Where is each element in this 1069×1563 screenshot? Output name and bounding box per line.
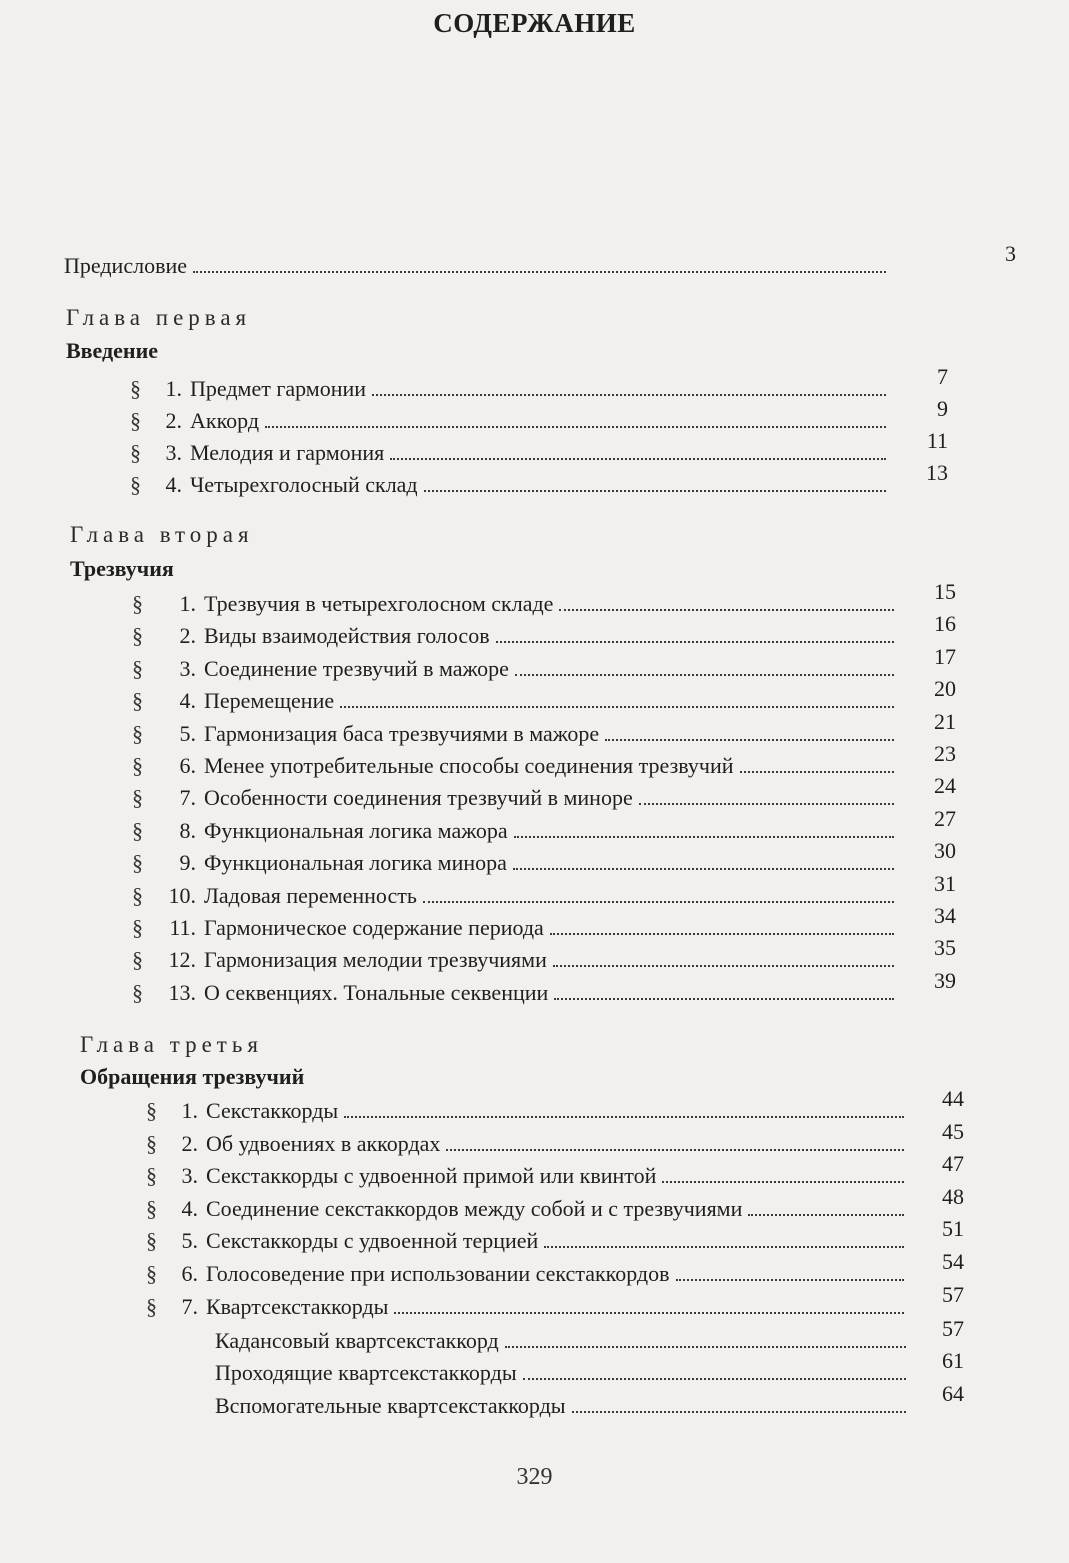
toc-entry[interactable] bbox=[146, 1119, 964, 1157]
entry-number: 4. bbox=[165, 472, 182, 497]
dot-leader bbox=[496, 640, 894, 643]
entry-page-number: 3 bbox=[1005, 241, 1016, 266]
dot-leader bbox=[423, 900, 894, 903]
section-sign: § bbox=[132, 688, 143, 713]
entry-number: 3. bbox=[165, 440, 182, 465]
entry-page-number: 23 bbox=[934, 741, 956, 766]
entry-page-number: 11 bbox=[926, 428, 948, 453]
entry-number: 1. bbox=[181, 1098, 198, 1123]
entry-title: Гармонизация баса трезвучиями в мажоре bbox=[204, 721, 600, 746]
entry-title: Мелодия и гармония bbox=[190, 440, 385, 465]
section-sign: § bbox=[146, 1228, 157, 1253]
entry-title: Функциональная логика минора bbox=[204, 850, 507, 875]
entry-title: Кадансовый квартсекстаккорд bbox=[215, 1328, 499, 1353]
entry-number: 1. bbox=[165, 376, 182, 401]
toc-subentry[interactable] bbox=[215, 1348, 964, 1386]
toc-entry[interactable] bbox=[146, 1282, 964, 1320]
chapter-name[interactable]: Введение bbox=[66, 338, 159, 363]
section-sign: § bbox=[146, 1163, 157, 1188]
chapter-label: Глава первая bbox=[66, 305, 252, 330]
entry-title: Ладовая переменность bbox=[204, 883, 417, 908]
entry-number: 7. bbox=[179, 785, 196, 810]
chapter-label: Глава вторая bbox=[70, 522, 254, 547]
dot-leader bbox=[515, 673, 894, 676]
entry-title: Предисловие bbox=[64, 253, 187, 278]
entry-title: Виды взаимодействия голосов bbox=[204, 623, 490, 648]
entry-number: 2. bbox=[165, 408, 182, 433]
dot-leader bbox=[193, 270, 886, 273]
entry-page-number: 51 bbox=[942, 1216, 964, 1241]
dot-leader bbox=[372, 393, 886, 396]
entry-page-number: 35 bbox=[934, 935, 956, 960]
entry-title: Секстаккорды с удвоенной примой или квинтой bbox=[206, 1163, 657, 1188]
entry-title: Предмет гармонии bbox=[190, 376, 367, 401]
toc-entry[interactable] bbox=[132, 741, 956, 779]
toc-entry[interactable] bbox=[146, 1216, 964, 1254]
entry-page-number: 47 bbox=[942, 1151, 964, 1176]
toc-entry[interactable] bbox=[132, 773, 956, 811]
toc-entry[interactable] bbox=[132, 709, 956, 747]
section-sign: § bbox=[130, 376, 141, 401]
dot-leader bbox=[523, 1377, 906, 1380]
dot-leader bbox=[446, 1148, 904, 1151]
entry-number: 2. bbox=[179, 623, 196, 648]
entry-title: Особенности соединения трезвучий в миноре bbox=[204, 785, 633, 810]
entry-number: 11. bbox=[169, 915, 196, 940]
entry-title: Голосоведение при использовании секстаккордов bbox=[206, 1261, 670, 1286]
section-sign: § bbox=[132, 753, 143, 778]
dot-leader bbox=[505, 1345, 906, 1348]
entry-page-number: 24 bbox=[934, 773, 956, 798]
dot-leader bbox=[740, 770, 894, 773]
entry-page-number: 54 bbox=[942, 1249, 964, 1274]
entry-page-number: 21 bbox=[934, 709, 956, 734]
section-sign: § bbox=[146, 1131, 157, 1156]
toc-entry[interactable] bbox=[132, 611, 956, 649]
dot-leader bbox=[550, 932, 894, 935]
entry-title: Соединение трезвучий в мажоре bbox=[204, 656, 509, 681]
toc-entry[interactable] bbox=[130, 428, 948, 466]
toc-entry[interactable] bbox=[146, 1249, 964, 1287]
entry-number: 4. bbox=[181, 1196, 198, 1221]
dot-leader bbox=[424, 489, 886, 492]
entry-page-number: 64 bbox=[942, 1381, 964, 1406]
entry-page-number: 61 bbox=[942, 1348, 964, 1373]
entry-title: Секстаккорды с удвоенной терцией bbox=[206, 1228, 539, 1253]
dot-leader bbox=[572, 1410, 906, 1413]
entry-title: Менее употребительные способы соединения трезвучий bbox=[204, 753, 734, 778]
toc-entry[interactable] bbox=[132, 871, 956, 909]
section-sign: § bbox=[130, 440, 141, 465]
toc-entry[interactable] bbox=[146, 1151, 964, 1189]
entry-page-number: 45 bbox=[942, 1119, 964, 1144]
entry-number: 9. bbox=[179, 850, 196, 875]
toc-entry-preface[interactable] bbox=[64, 241, 1016, 279]
dot-leader bbox=[676, 1278, 904, 1281]
toc-entry[interactable] bbox=[132, 806, 956, 844]
toc-subentry[interactable] bbox=[215, 1381, 964, 1419]
section-sign: § bbox=[132, 721, 143, 746]
entry-number: 8. bbox=[179, 818, 196, 843]
entry-number: 2. bbox=[181, 1131, 198, 1156]
entry-number: 5. bbox=[179, 721, 196, 746]
entry-page-number: 34 bbox=[934, 903, 956, 928]
entry-page-number: 20 bbox=[934, 676, 956, 701]
entry-title: Аккорд bbox=[190, 408, 260, 433]
entry-page-number: 57 bbox=[942, 1316, 964, 1341]
dot-leader bbox=[544, 1245, 904, 1248]
entry-title: Соединение секстаккордов между собой и с трезвучиями bbox=[206, 1196, 743, 1221]
entry-page-number: 9 bbox=[937, 396, 948, 421]
entry-number: 6. bbox=[181, 1261, 198, 1286]
entry-title: Гармонизация мелодии трезвучиями bbox=[204, 947, 547, 972]
toc-subentry[interactable] bbox=[215, 1316, 964, 1354]
entry-number: 3. bbox=[181, 1163, 198, 1188]
section-sign: § bbox=[130, 472, 141, 497]
toc-entry[interactable] bbox=[132, 935, 956, 973]
entry-page-number: 30 bbox=[934, 838, 956, 863]
entry-page-number: 7 bbox=[937, 364, 948, 389]
entry-number: 13. bbox=[168, 980, 196, 1005]
chapter-name[interactable]: Обращения трезвучий bbox=[80, 1064, 305, 1089]
entry-title: Проходящие квартсекстаккорды bbox=[215, 1360, 517, 1385]
page-number-footer: 329 bbox=[516, 1464, 553, 1490]
dot-leader bbox=[559, 608, 894, 611]
entry-page-number: 39 bbox=[934, 968, 956, 993]
section-sign: § bbox=[146, 1196, 157, 1221]
section-sign: § bbox=[132, 850, 143, 875]
entry-title: Перемещение bbox=[204, 688, 335, 713]
section-sign: § bbox=[132, 623, 143, 648]
entry-number: 12. bbox=[168, 947, 196, 972]
dot-leader bbox=[553, 964, 894, 967]
section-sign: § bbox=[132, 818, 143, 843]
entry-title: Функциональная логика мажора bbox=[204, 818, 508, 843]
section-sign: § bbox=[146, 1294, 157, 1319]
dot-leader bbox=[340, 705, 894, 708]
entry-page-number: 31 bbox=[934, 871, 956, 896]
toc-entry[interactable] bbox=[132, 903, 956, 941]
entry-title: Секстаккорды bbox=[206, 1098, 339, 1123]
section-sign: § bbox=[132, 915, 143, 940]
toc-entry[interactable] bbox=[132, 838, 956, 876]
entry-page-number: 44 bbox=[942, 1086, 964, 1111]
entry-page-number: 27 bbox=[934, 806, 956, 831]
entry-title: Квартсекстаккорды bbox=[206, 1294, 389, 1319]
entry-number: 10. bbox=[168, 883, 196, 908]
section-sign: § bbox=[146, 1098, 157, 1123]
entry-page-number: 13 bbox=[926, 460, 948, 485]
entry-page-number: 48 bbox=[942, 1184, 964, 1209]
entry-number: 4. bbox=[179, 688, 196, 713]
toc-entry[interactable] bbox=[130, 460, 948, 498]
toc-entry[interactable] bbox=[130, 364, 948, 402]
entry-page-number: 17 bbox=[934, 644, 956, 669]
toc-entry[interactable] bbox=[132, 644, 956, 682]
entry-title: Четырехголосный склад bbox=[190, 472, 418, 497]
toc-entry[interactable] bbox=[132, 676, 956, 714]
toc-entry[interactable] bbox=[130, 396, 948, 434]
dot-leader bbox=[344, 1115, 904, 1118]
entry-number: 1. bbox=[179, 591, 196, 616]
section-sign: § bbox=[130, 408, 141, 433]
section-sign: § bbox=[146, 1261, 157, 1286]
entry-number: 6. bbox=[179, 753, 196, 778]
entry-title: Вспомогательные квартсекстаккорды bbox=[215, 1393, 566, 1418]
dot-leader bbox=[554, 997, 894, 1000]
toc-entry[interactable] bbox=[146, 1184, 964, 1222]
dot-leader bbox=[265, 425, 886, 428]
toc-entry[interactable] bbox=[132, 579, 956, 617]
entry-page-number: 15 bbox=[934, 579, 956, 604]
dot-leader bbox=[662, 1180, 904, 1183]
section-sign: § bbox=[132, 656, 143, 681]
section-sign: § bbox=[132, 883, 143, 908]
toc-entry[interactable] bbox=[132, 968, 956, 1006]
dot-leader bbox=[514, 835, 894, 838]
chapter-name[interactable]: Трезвучия bbox=[70, 556, 174, 581]
dot-leader bbox=[513, 867, 894, 870]
entry-number: 3. bbox=[179, 656, 196, 681]
page-title: СОДЕРЖАНИЕ bbox=[433, 8, 636, 38]
dot-leader bbox=[390, 457, 886, 460]
entry-number: 5. bbox=[181, 1228, 198, 1253]
chapter-label: Глава третья bbox=[80, 1032, 263, 1057]
entry-title: О секвенциях. Тональные секвенции bbox=[204, 980, 549, 1005]
dot-leader bbox=[639, 802, 894, 805]
section-sign: § bbox=[132, 980, 143, 1005]
dot-leader bbox=[605, 738, 894, 741]
section-sign: § bbox=[132, 591, 143, 616]
section-sign: § bbox=[132, 785, 143, 810]
entry-page-number: 57 bbox=[942, 1282, 964, 1307]
entry-title: Об удвоениях в аккордах bbox=[206, 1131, 441, 1156]
entry-title: Гармоническое содержание периода bbox=[204, 915, 544, 940]
dot-leader bbox=[394, 1311, 904, 1314]
entry-number: 7. bbox=[181, 1294, 198, 1319]
toc-entry[interactable] bbox=[146, 1086, 964, 1124]
entry-title: Трезвучия в четырехголосном складе bbox=[204, 591, 554, 616]
section-sign: § bbox=[132, 947, 143, 972]
dot-leader bbox=[748, 1213, 904, 1216]
entry-page-number: 16 bbox=[934, 611, 956, 636]
